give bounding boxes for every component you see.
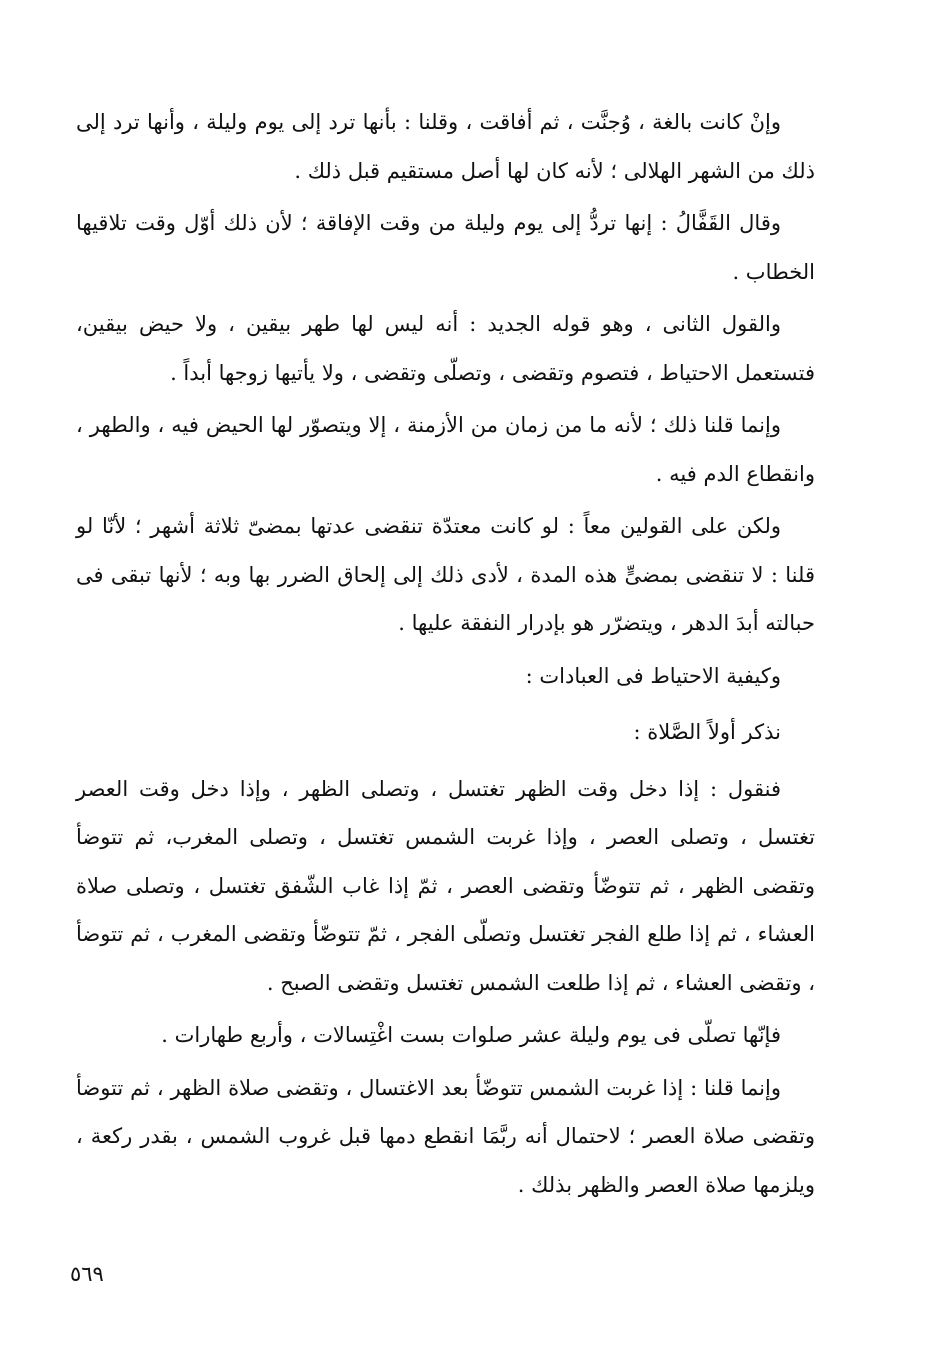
paragraph-2: وقال القَفَّالُ : إنها تردُّ إلى يوم وليلة من وقت الإفاقة ؛ لأن ذلك أوّل وقت تلاقيها الخطاب . — [76, 211, 815, 284]
paragraph-5: ولكن على القولين معاً : لو كانت معتدّة تنقضى عدتها بمضىّ ثلاثة أشهر ؛ لأنّا لو قلنا : لا تنقضى بمضىٍّ هذه المدة ، لأدى ذلك إلى إلحاق الضرر بها وبه ؛ لأنها تبقى فى حبالته أبدَ الدهر ، ويتضرّر هو بإدرار النفقة عليها . — [76, 514, 815, 635]
paragraph-3: والقول الثانى ، وهو قوله الجديد : أنه ليس لها طهر بيقين ، ولا حيض بيقين، فتستعمل الاحتياط ، فتصوم وتقضى ، وتصلّى وتقضى ، ولا يأتيها زوجها أبداً . — [76, 312, 815, 385]
paragraph-6: وكيفية الاحتياط فى العبادات : — [525, 663, 781, 688]
paragraph-10: وإنما قلنا : إذا غربت الشمس تتوضّأ بعد الاغتسال ، وتقضى صلاة الظهر ، ثم تتوضأ وتقضى صلاة العصر ؛ لاحتمال أنه ربَّمَا انقطع دمها قبل غروب الشمس ، بقدر ركعة ، ويلزمها صلاة العصر والظهر بذلك . — [76, 1075, 815, 1197]
page-number: ٥٦٩ — [70, 1262, 104, 1286]
paragraph-4: وإنما قلنا ذلك ؛ لأنه ما من زمان من الأزمنة ، إلا ويتصوّر لها الحيض فيه ، والطهر ، وانقطاع الدم فيه . — [76, 413, 815, 486]
paragraph-7: نذكر أولاً الصَّلاة : — [633, 720, 781, 744]
body-text — [76, 98, 815, 1209]
paragraph-8: فنقول : إذا دخل وقت الظهر تغتسل ، وتصلى الظهر ، وإذا دخل وقت العصر تغتسل ، وتصلى العصر ، وإذا غربت الشمس تغتسل ، وتصلى المغرب، ثم تتوضأ وتقضى الظهر ، ثم تتوضّأ وتقضى العصر ، ثمّ إذا غاب الشّفق تغتسل ، وتصلى صلاة العشاء ، ثم إذا طلع الفجر تغتسل وتصلّى الفجر ، ثمّ تتوضّأ وتقضى المغرب ، ثم تتوضأ ، وتقضى العشاء ، ثم إذا طلعت الشمس تغتسل وتقضى الصبح . — [76, 776, 815, 995]
paragraph-1: وإنْ كانت بالغة ، وُجنَّت ، ثم أفاقت ، وقلنا : بأنها ترد إلى يوم وليلة ، وأنها ترد إلى ذلك من الشهر الهلالى ؛ لأنه كان لها أصل مستقيم قبل ذلك . — [76, 110, 815, 183]
paragraph-9: فإنّها تصلّى فى يوم وليلة عشر صلوات بست اغْتِسالات ، وأربع طهارات . — [161, 1023, 781, 1047]
